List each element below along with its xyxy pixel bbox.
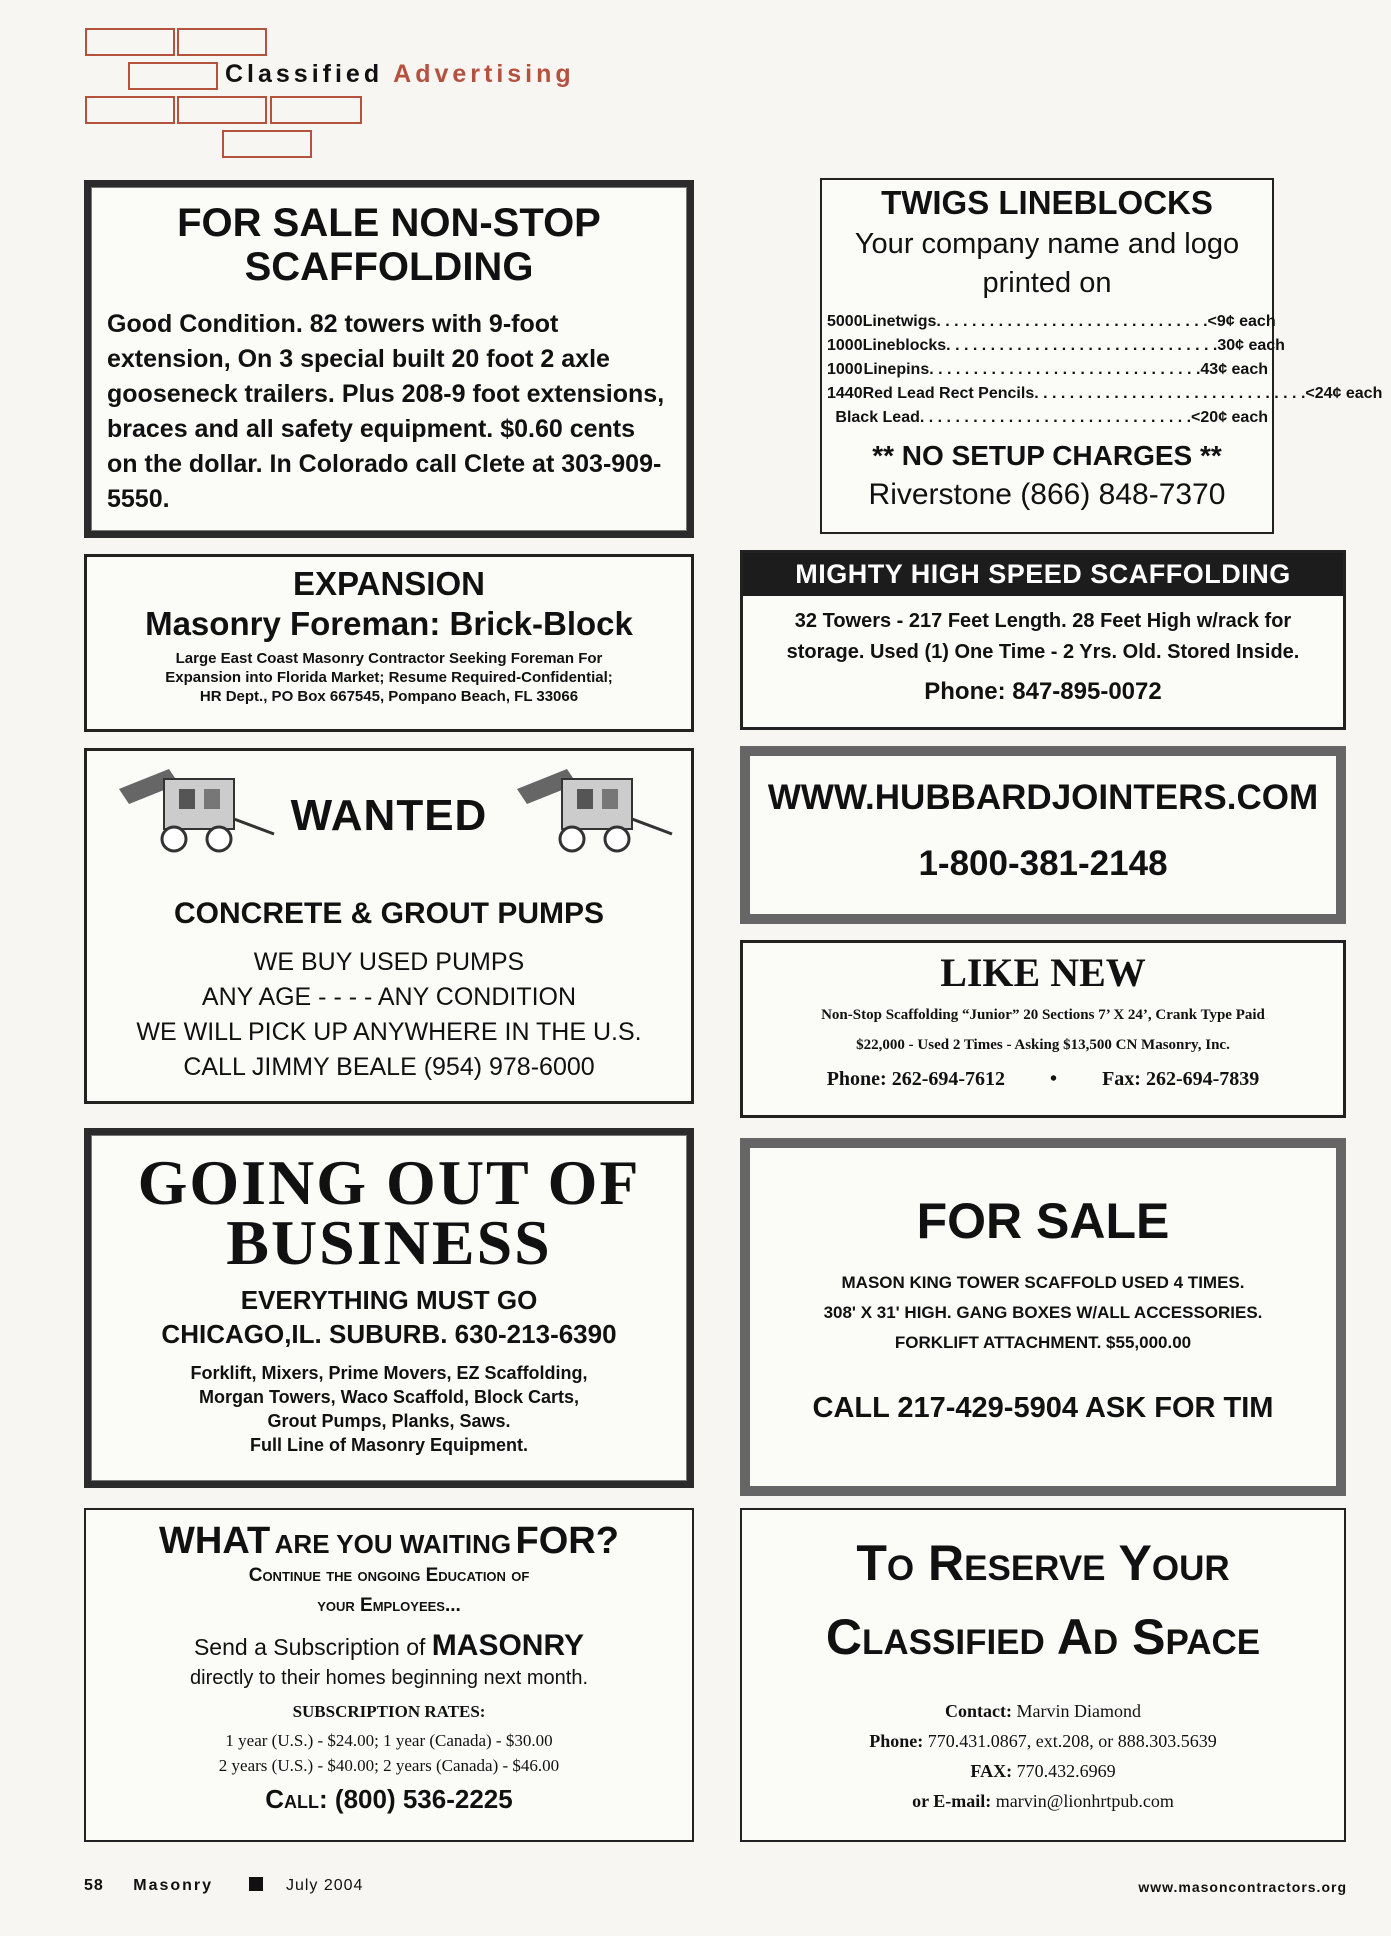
issue-date: July 2004 <box>285 1877 364 1894</box>
ad-title: FOR SALE <box>916 1193 1170 1249</box>
ad-url: WWW.HUBBARDJOINTERS.COM <box>767 778 1319 817</box>
ad-reserve-space: To Reserve Your Classified Ad Space Contact: Marvin Diamond Phone: 770.431.0867, ext.208, or 888.303.5639 FAX: 770.432.6969 or E-mail: marvin@lionhrtpub.com <box>740 1508 1346 1842</box>
ad-title: WANTED <box>290 791 488 840</box>
ad-mighty-scaffolding: MIGHTY HIGH SPEED SCAFFOLDING 32 Towers - 217 Feet Length. 28 Feet High w/rack for storage. Used (1) One Time - 2 Yrs. Old. Stored Inside. Phone: 847-895-0072 <box>740 550 1346 730</box>
footer-square <box>249 1877 263 1891</box>
header-brick <box>177 96 267 124</box>
magazine-name: Masonry <box>133 1877 214 1894</box>
ad-title: EXPANSION <box>293 565 485 602</box>
price-row: Black Lead . . . . . . . . . . . . . . . . . . . . . . . . . . . . . . . <20¢ each <box>835 409 1268 426</box>
page-number: 58 <box>84 1877 104 1894</box>
header-brick <box>85 28 175 56</box>
ad-wanted-pumps: WANTED CONCRETE & GROUT PUMPS WE BUY USED PUMPS ANY AGE - - - - ANY CONDITION WE WILL PICK UP ANYWHERE IN THE U.S. CALL JIMMY BEALE (954) 978-6000 <box>84 748 694 1104</box>
ad-subscription: WHAT ARE YOU WAITING FOR? Continue the ongoing Education of your Employees... Send a Subscription of MASONRY directly to their homes beginning next month. SUBSCRIPTION RATES: 1 year (U.S.) - $24.00; 1 year (Canada) - $30.00 2 years (U.S.) - $40.00; 2 years (Canada) - $46.00 Call: (800) 536-2225 <box>84 1508 694 1842</box>
price-row: 1000 Lineblocks . . . . . . . . . . . . . . . . . . . . . . . . . . . . . . . 30¢ each <box>827 337 1285 354</box>
ad-title: WHAT ARE YOU WAITING FOR? <box>159 1520 619 1562</box>
ad-title-bar: MIGHTY HIGH SPEED SCAFFOLDING <box>743 553 1343 596</box>
header-brick <box>222 130 312 158</box>
price-list <box>827 310 1383 430</box>
ad-hubbard-jointers <box>740 746 1346 924</box>
header-brick <box>85 96 175 124</box>
ad-title: LIKE NEW <box>940 950 1146 995</box>
ad-like-new: LIKE NEW Non-Stop Scaffolding “Junior” 20 Sections 7’ X 24’, Crank Type Paid $22,000 - Used 2 Times - Asking $13,500 CN Masonry, Inc. Phone: 262-694-7612 • Fax: 262-694-7839 <box>740 940 1346 1118</box>
header-brick <box>128 62 218 90</box>
ad-phone: CALL 217-429-5904 ASK FOR TIM <box>812 1392 1274 1424</box>
ad-phone: Call: (800) 536-2225 <box>265 1784 513 1814</box>
ad-title: FOR SALE NON-STOP SCAFFOLDING <box>177 201 601 289</box>
ad-phone: 1-800-381-2148 <box>918 844 1168 883</box>
ad-nonstop-scaffolding <box>84 180 694 538</box>
ad-twigs-lineblocks: TWIGS LINEBLOCKS Your company name and logo printed on 5000 Linetwigs . . . . . . . . . . . . . . . . . . . . . . . . . . . . . . . <9¢ each 1000 Lineblocks . . . . . . . . . . . . . . . . . . . . . . . . . . . . . . . 30¢ each 1000 Linepins . . . . . . . . . . . . . . . . . . . . . . . . . . . . . . . 43¢ each 1440 Red Lead Rect Pencils . . . . . . . . . . . . . . . . . . . . . . . . . . . . . . . <24¢ each Black Lead . . . . . . . . . . . . . . . . . . . . . . . . . . . . . . . <20¢ each ** NO SETUP CHARGES ** Riverstone (866) 848-7370 <box>820 178 1274 534</box>
ad-for-sale-mason-king: FOR SALE MASON KING TOWER SCAFFOLD USED 4 TIMES. 308' X 31' HIGH. GANG BOXES W/ALL ACCESSORIES. FORKLIFT ATTACHMENT. $55,000.00 CALL 217-429-5904 ASK FOR TIM <box>740 1138 1346 1496</box>
ad-contact: Riverstone (866) 848-7370 <box>868 478 1226 511</box>
price-row: 1440 Red Lead Rect Pencils . . . . . . . . . . . . . . . . . . . . . . . . . . . . . . . <24¢ each <box>827 385 1383 402</box>
ad-title: TWIGS LINEBLOCKS <box>881 184 1213 221</box>
footer-url: www.masoncontractors.org <box>1138 1879 1347 1895</box>
price-row: 5000 Linetwigs . . . . . . . . . . . . . . . . . . . . . . . . . . . . . . . <9¢ each <box>827 313 1276 330</box>
email-link[interactable]: marvin@lionhrtpub.com <box>995 1791 1174 1811</box>
price-row: 1000 Linepins . . . . . . . . . . . . . . . . . . . . . . . . . . . . . . . 43¢ each <box>827 361 1268 378</box>
ad-title: To Reserve Your Classified Ad Space <box>825 1535 1261 1665</box>
ad-body: Good Condition. 82 towers with 9-foot extension, On 3 special built 20 foot 2 axle gooseneck trailers. Plus 208-9 foot extensions, braces and all safety equipment. $0.60 cents on the dollar. In Colorado call Clete at 303-909-5550. <box>107 310 665 513</box>
ad-expansion: EXPANSION Masonry Foreman: Brick-Block Large East Coast Masonry Contractor Seeking Foreman For Expansion into Florida Market; Resume Required-Confidential; HR Dept., PO Box 667545, Pompano Beach, FL 33066 <box>84 554 694 732</box>
header-brick <box>270 96 362 124</box>
footer <box>84 1877 363 1895</box>
section-title: Classified Advertising <box>225 60 575 88</box>
header-brick <box>177 28 267 56</box>
ad-going-out-of-business: GOING OUT OF BUSINESS EVERYTHING MUST GO CHICAGO,IL. SUBURB. 630-213-6390 Forklift, Mixers, Prime Movers, EZ Scaffolding, Morgan Towers, Waco Scaffold, Block Carts, Grout Pumps, Planks, Saws. Full Line of Masonry Equipment. <box>84 1128 694 1488</box>
ad-title: GOING OUT OF BUSINESS <box>137 1147 641 1278</box>
ad-phone: Phone: 847-895-0072 <box>924 678 1162 705</box>
